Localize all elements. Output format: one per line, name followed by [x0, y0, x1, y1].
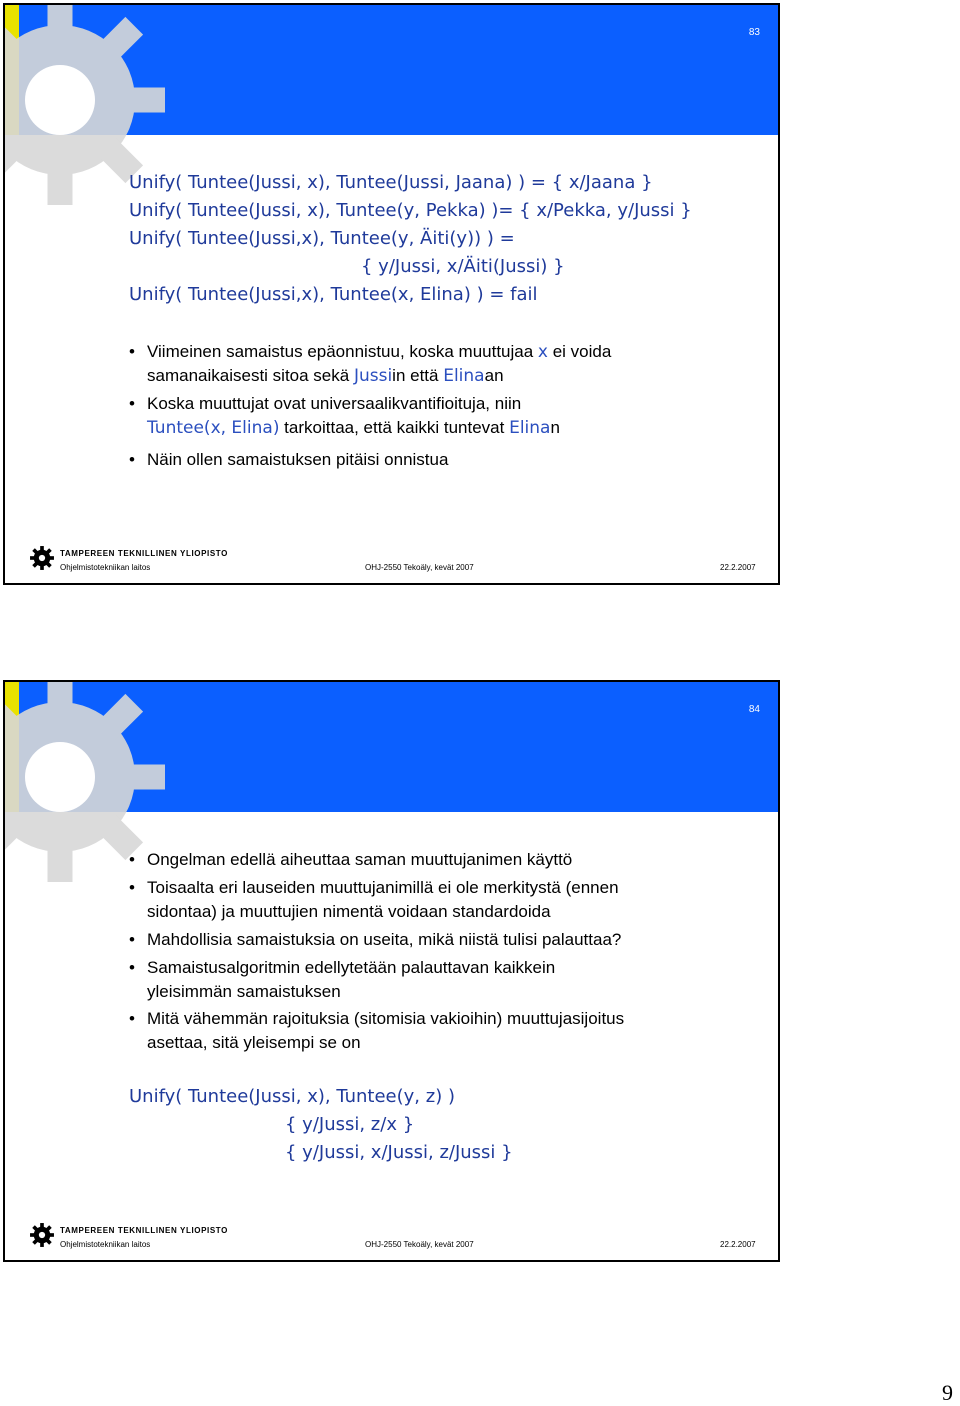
formula-line: Unify( Tuntee(Jussi,x), Tuntee(x, Elina) ) = fail — [129, 284, 538, 305]
university-logo-icon — [29, 1222, 55, 1248]
slide-84: 84 • Ongelman edellä aiheuttaa saman muuttujanimen käyttö • Toisaalta eri lauseiden muuttujanimillä ei ole merkitystä (ennen sidontaa) ja muuttujien nimentä voidaan standardoida • Mahdollisia samaistuksia on useita, mikä niistä tulisi palauttaa? • Samaistusalgoritmin edellytetään palauttavan kaikkein yleisimmän samaistuksen • Mitä vähemmän rajoituksia (sitomisia vakioihin) muuttujasijoitus asettaa, sitä yleisempi se on Unify( Tuntee(Jussi, x), Tuntee(y, z) ) { y/Jussi, z/x } { y/Jussi, x/Jussi, z/Jussi } TAMPEREEN TEKNILLINEN YLIOPISTO Ohjelmistotekniikan laitos OHJ-2550 Tekoäly, kevät 2007 22.2.2007 — [3, 680, 780, 1262]
formula-line: { y/Jussi, x/Jussi, z/Jussi } — [285, 1142, 513, 1163]
formula-line: Unify( Tuntee(Jussi, x), Tuntee(y, Pekka) )= { x/Pekka, y/Jussi } — [129, 200, 692, 221]
bullet-icon: • — [129, 850, 135, 869]
university-name: TAMPEREEN TEKNILLINEN YLIOPISTO — [60, 1226, 228, 1235]
slide-number: 84 — [748, 704, 760, 715]
formula-line: Unify( Tuntee(Jussi, x), Tuntee(Jussi, Jaana) ) = { x/Jaana } — [129, 172, 653, 193]
slide-date: 22.2.2007 — [720, 1240, 756, 1249]
slide-footer — [5, 543, 778, 583]
bullet-icon: • — [129, 450, 135, 469]
department-name: Ohjelmistotekniikan laitos — [60, 563, 151, 572]
slide-footer — [5, 1220, 778, 1260]
formula-line: { y/Jussi, z/x } — [285, 1114, 415, 1135]
bullet-icon: • — [129, 342, 135, 361]
slide-date: 22.2.2007 — [720, 563, 756, 572]
formula-line: Unify( Tuntee(Jussi,x), Tuntee(y, Äiti(y)) ) = — [129, 228, 515, 249]
bullet-icon: • — [129, 394, 135, 413]
university-logo-icon — [29, 545, 55, 571]
slide-83: 83 Unify( Tuntee(Jussi, x), Tuntee(Jussi, Jaana) ) = { x/Jaana } Unify( Tuntee(Jussi, x), Tuntee(y, Pekka) )= { x/Pekka, y/Jussi } Unify( Tuntee(Jussi,x), Tuntee(y, Äiti(y)) ) = { y/Jussi, x/Äiti(Jussi) } Unify( Tuntee(Jussi,x), Tuntee(x, Elina) ) = fail • Viimeinen samaistus epäonnistuu, koska muuttujaa x ei voida samanaikaisesti sitoa sekä Jussiin että Elinaan • Koska muuttujat ovat universaalikvantifioituja, niin Tuntee(x, Elina) tarkoittaa, että kaikki tuntevat Elinan • Näin ollen samaistuksen pitäisi onnistua TAMPEREEN TEKNILLINEN YLIOPISTO Ohjelmistotekniikan laitos OHJ-2550 Tekoäly, kevät 2007 22.2.2007 — [3, 3, 780, 585]
page-number: 9 — [942, 1380, 953, 1405]
slide-number: 83 — [748, 27, 760, 38]
department-name: Ohjelmistotekniikan laitos — [60, 1240, 151, 1249]
course-name: OHJ-2550 Tekoäly, kevät 2007 — [365, 1240, 474, 1249]
bullet-icon: • — [129, 930, 135, 949]
formula-line: { y/Jussi, x/Äiti(Jussi) } — [361, 256, 565, 277]
bullet-icon: • — [129, 1009, 135, 1028]
university-name: TAMPEREEN TEKNILLINEN YLIOPISTO — [60, 549, 228, 558]
formula-line: Unify( Tuntee(Jussi, x), Tuntee(y, z) ) — [129, 1086, 455, 1107]
bullet-icon: • — [129, 878, 135, 897]
course-name: OHJ-2550 Tekoäly, kevät 2007 — [365, 563, 474, 572]
bullet-icon: • — [129, 958, 135, 977]
